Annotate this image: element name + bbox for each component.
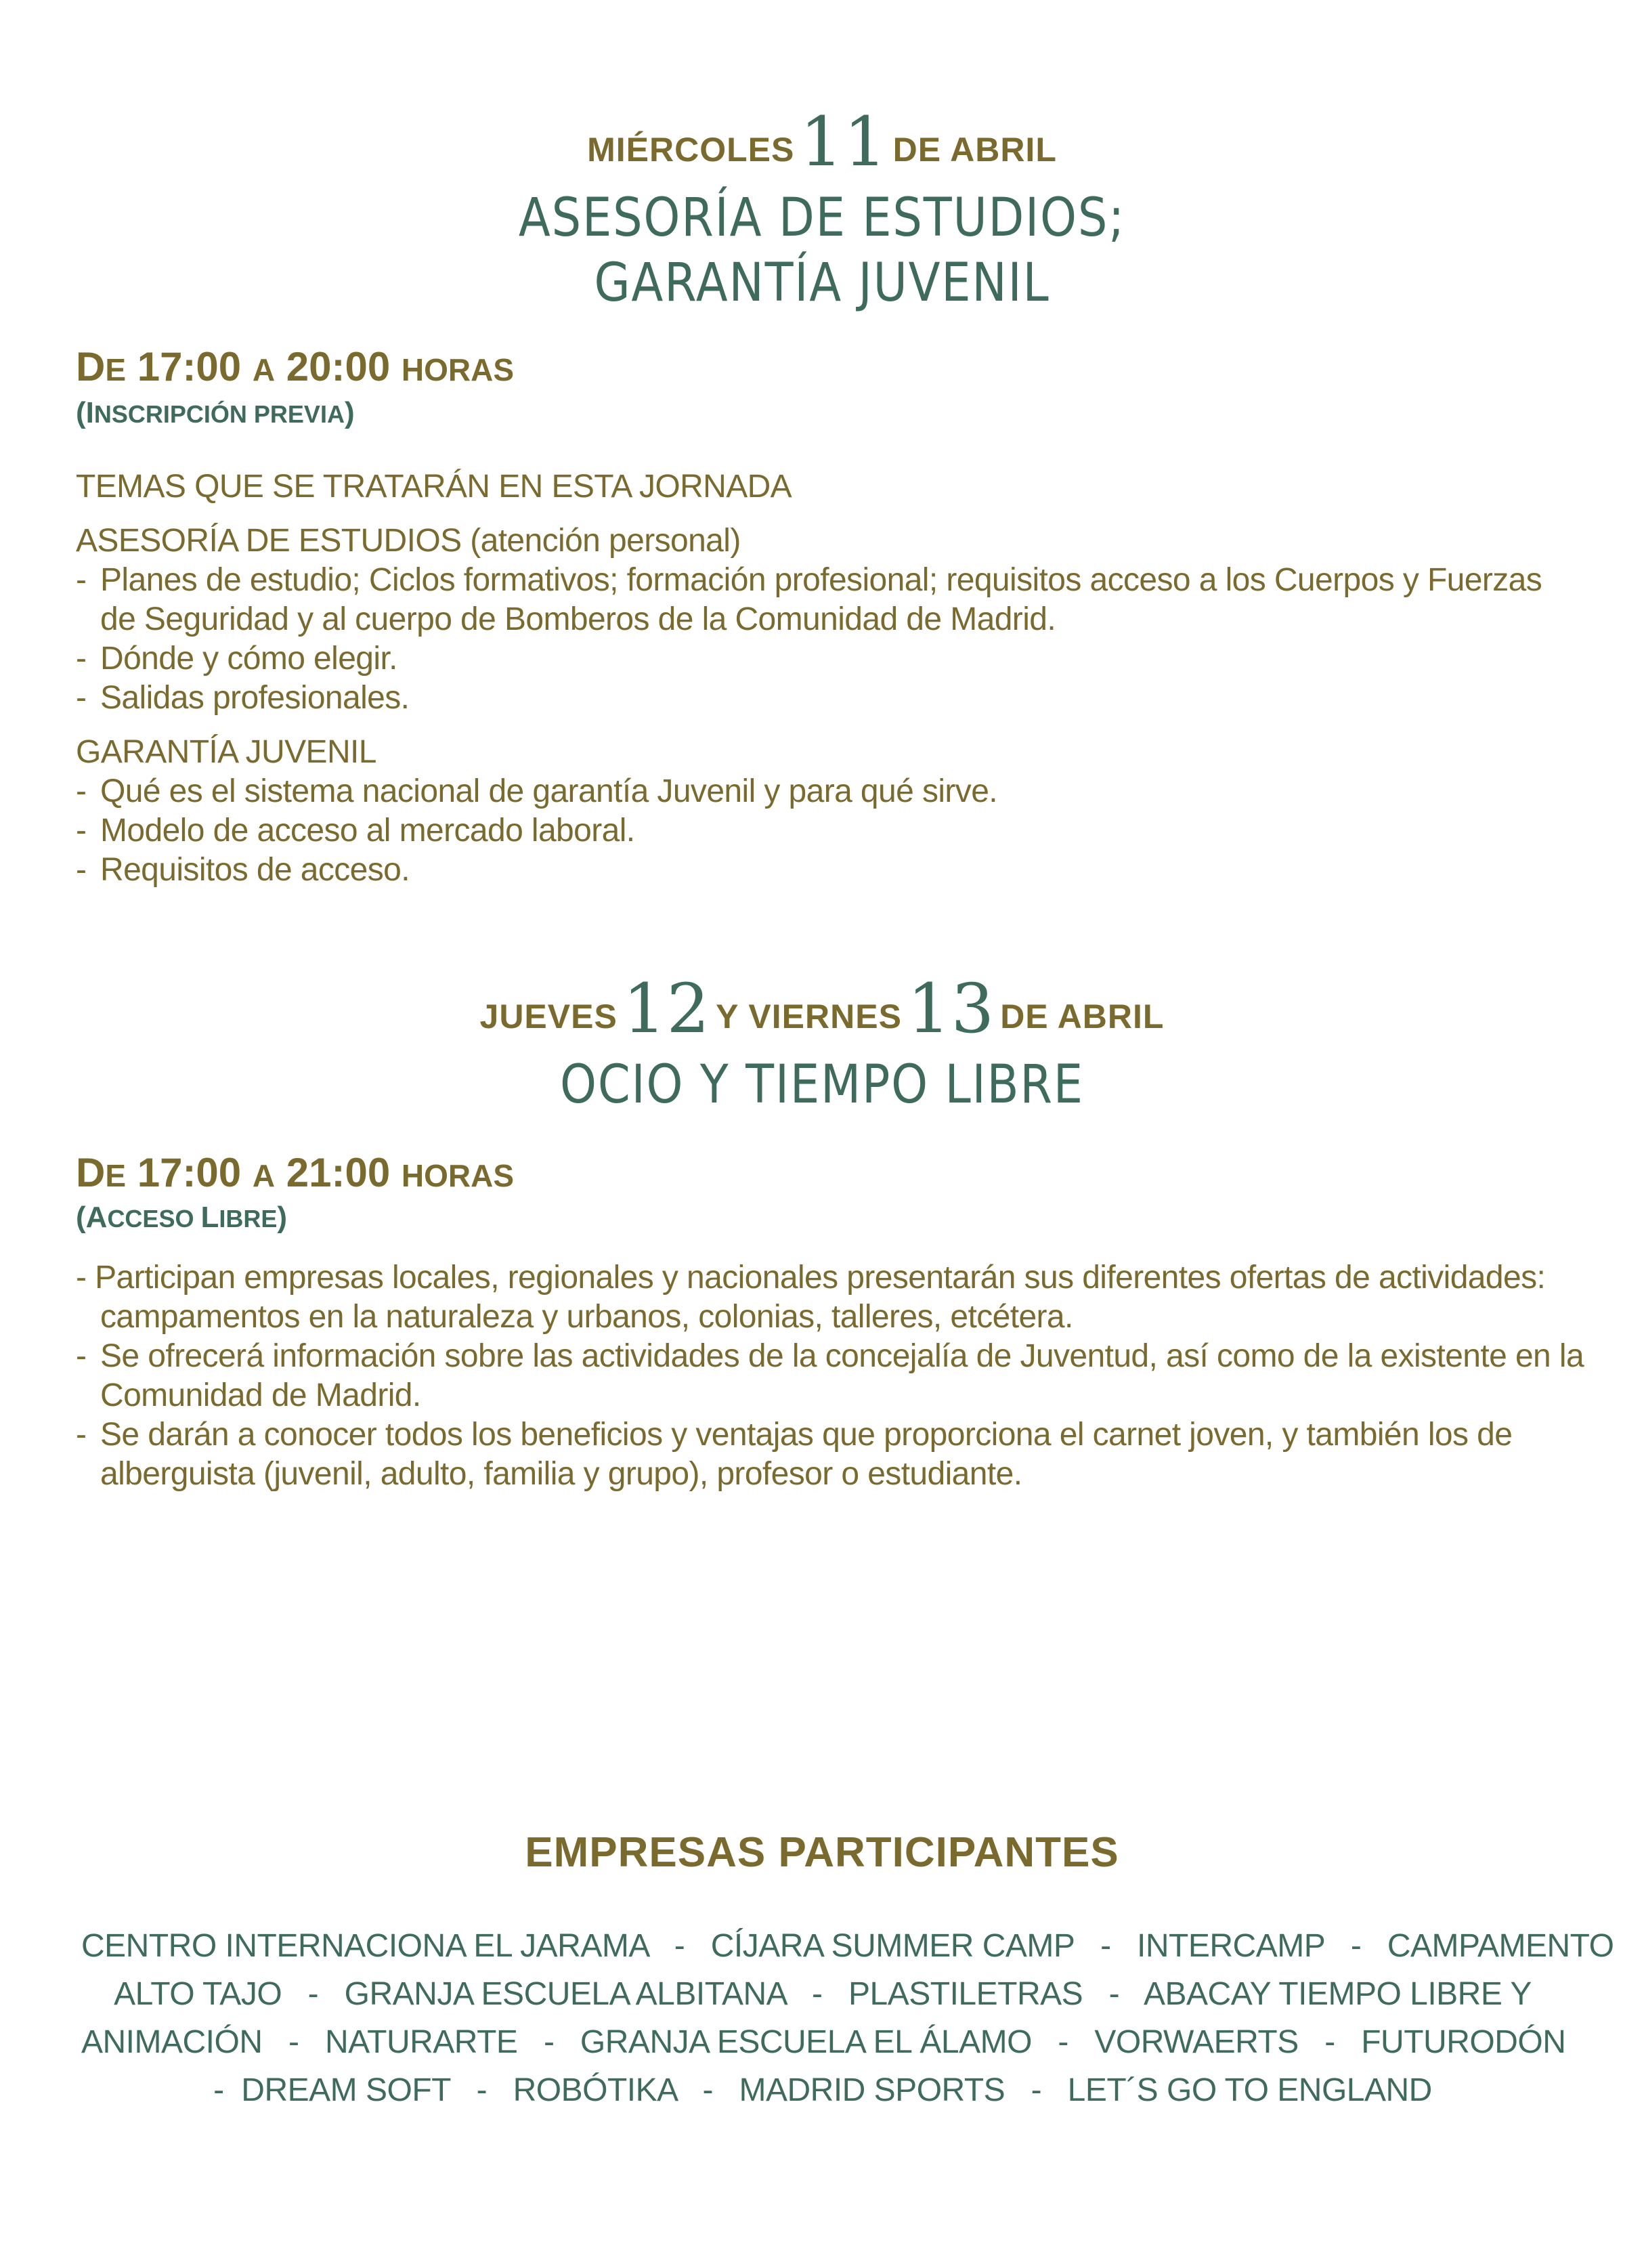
list-item: - Se ofrecerá información sobre las actividades de la concejalía de Juventud, así como de la existente en la Comunidad de Madrid. (76, 1337, 1586, 1415)
time-de-small: E (105, 1158, 127, 1193)
list-item-text: Modelo de acceso al mercado laboral. (100, 813, 635, 849)
section2-day-prefix: JUEVES (479, 998, 618, 1035)
section2-body (76, 1258, 1586, 1494)
sub-rest: NSCRIPCIÓN PREVIA (93, 400, 345, 428)
section2-item-1: - Participan empresas locales, regionales y nacionales presentarán sus diferentes ofertas de actividades: campamentos en la naturaleza y urbanos, colonias, talleres, etcétera. (76, 1260, 1546, 1335)
section2-date (0, 969, 1644, 1048)
list-item: - Salidas profesionales. (76, 679, 1586, 718)
list-item-text: Salidas profesionales. (100, 680, 410, 716)
empresas-section (0, 1828, 1644, 1877)
time-de-small: E (105, 352, 127, 387)
time-horas: HORAS (401, 352, 515, 387)
sub-rest1: CCESO (107, 1205, 201, 1233)
time-horas: HORAS (401, 1158, 515, 1193)
section1-header (0, 102, 1644, 316)
section1-time (76, 344, 515, 389)
section2-day-number2: 13 (907, 969, 995, 1048)
sub-rest2: IBRE (219, 1205, 278, 1233)
section1-day-suffix: DE ABRIL (892, 131, 1057, 169)
time-to: 21:00 (286, 1150, 391, 1195)
list-item-text: Qué es el sistema nacional de garantía Juvenil y para qué sirve. (100, 773, 998, 809)
asesoria-heading: ASESORÍA DE ESTUDIOS (atención personal) (76, 523, 741, 559)
garantia-heading: GARANTÍA JUVENIL (76, 734, 376, 770)
list-item: - Qué es el sistema nacional de garantía Juvenil y para qué sirve. (76, 772, 1586, 811)
sub-open: (I (76, 396, 94, 429)
empresas-list (81, 1922, 1614, 2114)
empresas-title: EMPRESAS PARTICIPANTES (525, 1829, 1119, 1876)
list-item-text: Planes de estudio; Ciclos formativos; formación profesional; requisitos acceso a los Cuerpos y Fuerzas de Seguridad y al cuerpo de Bomberos de la Comunidad de Madrid. (100, 562, 1542, 637)
time-de: D (76, 1150, 106, 1195)
list-item-text: Se ofrecerá información sobre las actividades de la concejalía de Juventud, así como de la existente en la Comunidad de Madrid. (100, 1338, 1584, 1413)
temas-heading: TEMAS QUE SE TRATARÁN EN ESTA JORNADA (76, 469, 792, 505)
list-item: - Planes de estudio; Ciclos formativos; formación profesional; requisitos acceso a los Cuerpos y Fuerzas de Seguridad y al cuerpo de Bomberos de la Comunidad de Madrid. (76, 561, 1586, 639)
section2-title: OCIO Y TIEMPO LIBRE (560, 1054, 1084, 1115)
section2-time (76, 1150, 515, 1195)
section1-title-line2: GARANTÍA JUVENIL (594, 253, 1050, 314)
time-to: 20:00 (286, 344, 391, 389)
section1-day-number: 11 (800, 102, 888, 181)
empresas-line: - DREAM SOFT - ROBÓTIKA - MADRID SPORTS - LET´S GO TO ENGLAND (213, 2072, 1432, 2108)
list-item: - Modelo de acceso al mercado laboral. (76, 811, 1586, 851)
list-item-text: Se darán a conocer todos los beneficios y ventajas que proporciona el carnet joven, y también los de alberguista (juvenil, adulto, familia y grupo), profesor o estudiante. (100, 1417, 1513, 1492)
section2-day-number1: 12 (622, 969, 711, 1048)
list-item-text: Dónde y cómo elegir. (100, 641, 397, 677)
time-from: 17:00 (137, 1150, 242, 1195)
time-a: A (252, 1158, 276, 1193)
section2-access-note (76, 1203, 287, 1233)
time-a: A (252, 352, 276, 387)
section2-header (0, 969, 1644, 1117)
section2-day-suffix: DE ABRIL (1000, 998, 1165, 1035)
empresas-line: ANIMACIÓN - NATURARTE - GRANJA ESCUELA EL ÁLAMO - VORWAERTS - FUTURODÓN (81, 2024, 1566, 2060)
section1-registration-note (76, 398, 355, 428)
empresas-line: CENTRO INTERNACIONA EL JARAMA - CÍJARA SUMMER CAMP - INTERCAMP - CAMPAMENTO (81, 1928, 1614, 1964)
sub-close: ) (344, 396, 355, 429)
section1-title-line1: ASESORÍA DE ESTUDIOS; (518, 188, 1126, 249)
empresas-line: ALTO TAJO - GRANJA ESCUELA ALBITANA - PLASTILETRAS - ABACAY TIEMPO LIBRE Y (114, 1976, 1532, 2012)
list-item: - Requisitos de acceso. (76, 851, 1586, 890)
section2-day-mid: Y VIERNES (716, 998, 902, 1035)
time-from: 17:00 (137, 344, 242, 389)
list-item: - Dónde y cómo elegir. (76, 639, 1586, 679)
sub-close: ) (277, 1201, 288, 1234)
time-de: D (76, 344, 106, 389)
section1-day-prefix: MIÉRCOLES (587, 131, 795, 169)
list-item-text: Requisitos de acceso. (100, 852, 410, 888)
sub-open: (A (76, 1201, 108, 1234)
list-item: - Se darán a conocer todos los beneficios y ventajas que proporciona el carnet joven, y también los de alberguista (juvenil, adulto, familia y grupo), profesor o estudiante. (76, 1415, 1586, 1494)
section1-date (0, 102, 1644, 181)
section1-body (76, 467, 1586, 890)
sub-l: L (200, 1201, 219, 1234)
